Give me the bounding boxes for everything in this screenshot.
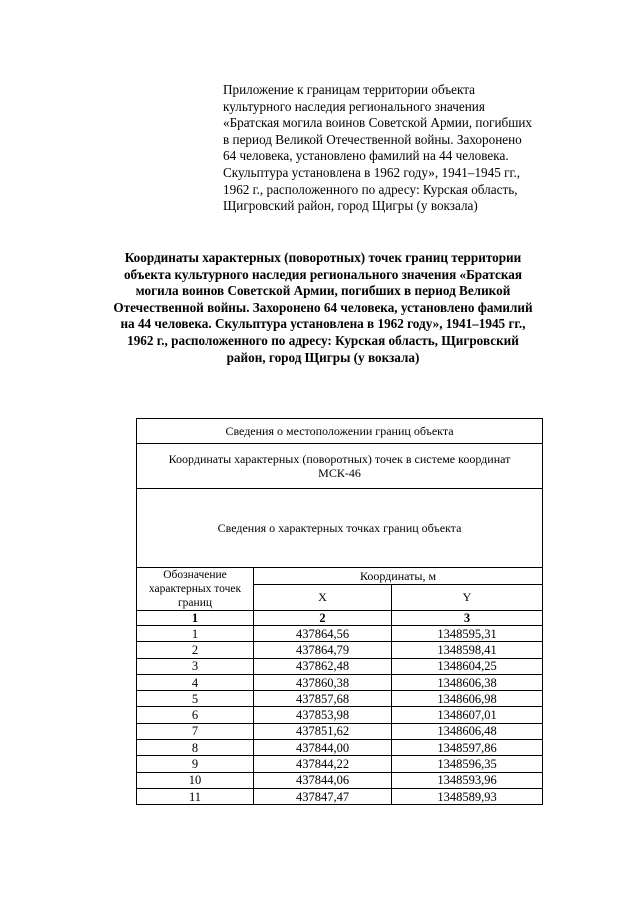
appendix-line: культурного наследия регионального значения	[223, 98, 485, 114]
x-coordinate-cell: 437844,22	[254, 756, 392, 772]
y-coordinate-cell: 1348589,93	[392, 788, 543, 804]
point-id-cell: 4	[137, 674, 254, 690]
location-info-cell: Сведения о местоположении границ объекта	[137, 419, 543, 444]
x-coordinate-cell: 437864,56	[254, 626, 392, 642]
x-coordinate-cell: 437853,98	[254, 707, 392, 723]
x-coordinate-cell: 437862,48	[254, 658, 392, 674]
x-coordinate-cell: 437847,47	[254, 788, 392, 804]
coordinates-header: Координаты, м	[254, 568, 543, 585]
point-name-header	[137, 568, 254, 611]
appendix-line: 64 человека, установлено фамилий на 44 человека.	[223, 148, 509, 164]
table-row	[137, 740, 543, 756]
y-coordinate-cell: 1348597,86	[392, 740, 543, 756]
column-header-row	[137, 568, 543, 585]
y-coordinate-cell: 1348598,41	[392, 642, 543, 658]
y-coordinate-cell: 1348593,96	[392, 772, 543, 788]
point-name-header-line: характерных точек	[148, 583, 242, 595]
table-row	[137, 756, 543, 772]
table-row	[137, 723, 543, 739]
table-row	[137, 658, 543, 674]
document-title	[40, 250, 606, 366]
point-name-header-line: Обозначение	[163, 569, 227, 581]
appendix-line: Приложение к границам территории объекта	[223, 82, 476, 97]
title-line: Координаты характерных (поворотных) точек границ территории	[124, 250, 522, 265]
point-id-cell: 11	[137, 788, 254, 804]
table-row	[137, 642, 543, 658]
table-row	[137, 772, 543, 788]
table-row	[137, 788, 543, 804]
y-coordinate-cell: 1348604,25	[392, 658, 543, 674]
column-index-cell: 3	[392, 611, 543, 626]
appendix-line: Скульптура установлена в 1962 году», 1941–1945 гг.,	[223, 164, 521, 180]
title-line: могила воинов Советской Армии, погибших в период Великой	[135, 283, 511, 299]
y-coordinate-cell: 1348606,48	[392, 723, 543, 739]
point-id-cell: 9	[137, 756, 254, 772]
point-id-cell: 1	[137, 626, 254, 642]
title-line: Отечественной войны. Захоронено 64 человека, установлено фамилий	[113, 299, 533, 315]
title-line: объекта культурного наследия регионального значения «Братская	[123, 266, 523, 282]
y-coordinate-cell: 1348595,31	[392, 626, 543, 642]
appendix-note	[223, 82, 593, 215]
appendix-line: Щигровский район, город Щигры (у вокзала)	[223, 198, 478, 214]
point-id-cell: 5	[137, 691, 254, 707]
point-id-cell: 6	[137, 707, 254, 723]
table-row	[137, 707, 543, 723]
x-coordinate-cell: 437844,06	[254, 772, 392, 788]
point-id-cell: 10	[137, 772, 254, 788]
table-header-row	[137, 419, 543, 444]
x-coordinate-cell: 437857,68	[254, 691, 392, 707]
x-coordinate-cell: 437851,62	[254, 723, 392, 739]
table-header-row	[137, 444, 543, 489]
point-id-cell: 2	[137, 642, 254, 658]
y-coordinate-cell: 1348606,98	[392, 691, 543, 707]
title-line: 1962 г., расположенного по адресу: Курская область, Щигровский	[127, 332, 519, 348]
point-id-cell: 8	[137, 740, 254, 756]
coordinate-system-line: Координаты характерных (поворотных) точек в системе координат	[168, 452, 511, 466]
point-id-cell: 3	[137, 658, 254, 674]
x-column-header: X	[254, 584, 392, 610]
x-coordinate-cell: 437860,38	[254, 674, 392, 690]
appendix-line: в период Великой Отечественной войны. Захоронено	[223, 131, 522, 147]
title-line: район, город Щигры (у вокзала)	[226, 349, 420, 365]
x-coordinate-cell: 437844,00	[254, 740, 392, 756]
table-header-row	[137, 489, 543, 568]
y-coordinate-cell: 1348606,38	[392, 674, 543, 690]
appendix-line: 1962 г., расположенного по адресу: Курская область,	[223, 181, 518, 197]
column-index-cell: 2	[254, 611, 392, 626]
column-index-row	[137, 611, 543, 626]
table-row	[137, 691, 543, 707]
y-column-header: Y	[392, 584, 543, 610]
title-line: на 44 человека. Скульптура установлена в 1962 году», 1941–1945 гг.,	[120, 316, 526, 332]
points-info-cell: Сведения о характерных точках границ объекта	[137, 489, 543, 568]
appendix-line: «Братская могила воинов Советской Армии, погибших	[223, 115, 533, 131]
column-index-cell: 1	[137, 611, 254, 626]
coordinate-system-name: МСК-46	[318, 466, 361, 480]
y-coordinate-cell: 1348596,35	[392, 756, 543, 772]
point-name-header-line: границ	[177, 597, 213, 609]
y-coordinate-cell: 1348607,01	[392, 707, 543, 723]
coordinate-system-cell	[137, 444, 543, 489]
x-coordinate-cell: 437864,79	[254, 642, 392, 658]
point-id-cell: 7	[137, 723, 254, 739]
coordinates-table	[136, 418, 543, 805]
table-row	[137, 674, 543, 690]
table-row	[137, 626, 543, 642]
